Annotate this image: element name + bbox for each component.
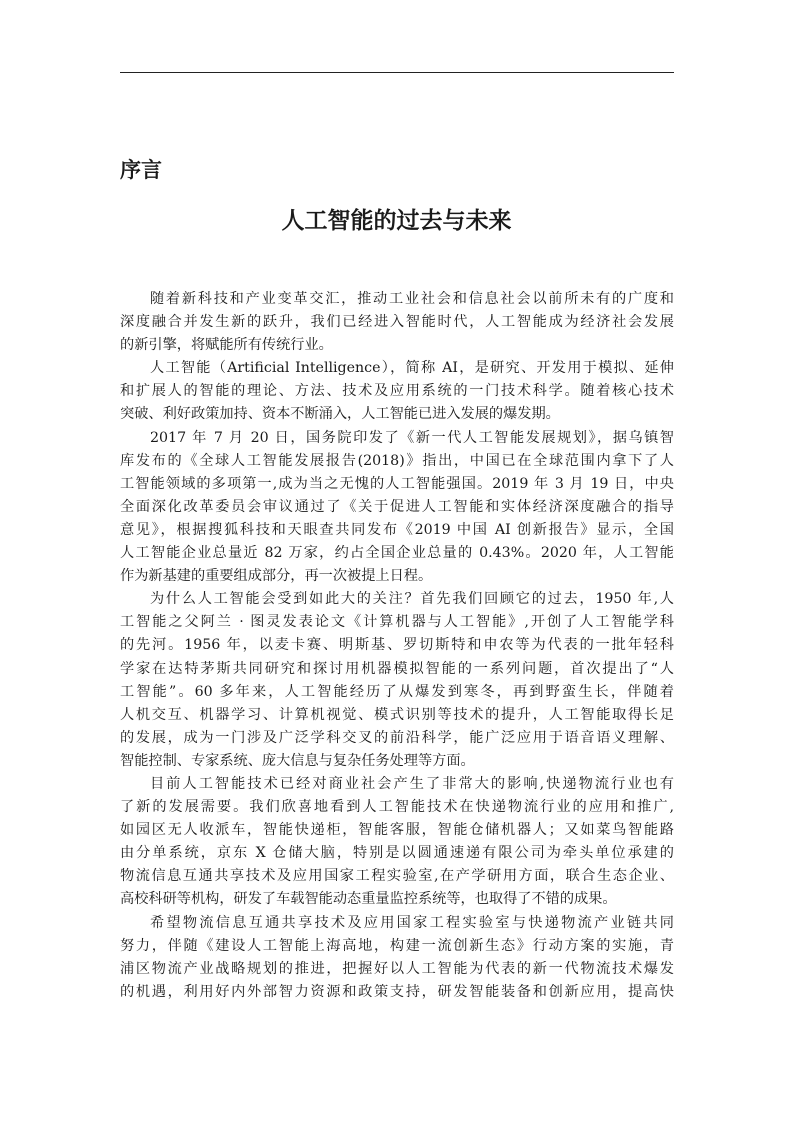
paragraph-line: 的机遇，利用好内外部智力资源和政策支持，研发智能装备和创新应用，提高快 (120, 983, 674, 1000)
body-text (120, 288, 674, 1004)
header-rule (120, 72, 674, 73)
paragraph-line: 目前人工智能技术已经对商业社会产生了非常大的影响,快递物流行业也有 (150, 775, 674, 792)
paragraph-line: 浦区物流产业战略规划的推进，把握好以人工智能为代表的新一代物流技术爆发 (120, 960, 674, 977)
paragraph-line: 工智能之父阿兰 · 图灵发表论文《计算机器与人工智能》,开创了人工智能学科 (120, 614, 674, 631)
paragraph-line: 人工智能企业总量近 82 万家，约占全国企业总量的 0.43%。2020 年，人工智能 (120, 545, 674, 562)
paragraph (120, 357, 674, 426)
paragraph-line: 由分单系统，京东 X 仓储大脑，特别是以圆通速递有限公司为牵头单位承建的 (120, 845, 674, 862)
paragraph-line: 了新的发展需要。我们欣喜地看到人工智能技术在快递物流行业的应用和推广, (120, 799, 674, 816)
paragraph-line: 物流信息互通共享技术及应用国家工程实验室,在产学研用方面，联合生态企业、 (120, 868, 674, 885)
paragraph-line: 人工智能（Artificial Intelligence），简称 AI，是研究、开发用于模拟、延伸 (150, 360, 674, 377)
paragraph-line: 工智能”。60 多年来，人工智能经历了从爆发到寒冬，再到野蛮生长，伴随着 (120, 683, 674, 700)
paragraph-line: 全面深化改革委员会审议通过了《关于促进人工智能和实体经济深度融合的指导 (120, 498, 674, 515)
paragraph-line: 学家在达特茅斯共同研究和探讨用机器模拟智能的一系列问题，首次提出了“人 (120, 660, 674, 677)
paragraph-line: 为什么人工智能会受到如此大的关注？首先我们回顾它的过去，1950 年,人 (150, 591, 674, 608)
paragraph-line: 随着新科技和产业变革交汇，推动工业社会和信息社会以前所未有的广度和 (150, 291, 674, 307)
paragraph-line: 意见》，根据搜狐科技和天眼查共同发布《2019 中国 AI 创新报告》显示，全国 (120, 521, 674, 538)
paragraph-line: 人机交互、机器学习、计算机视觉、模式识别等技术的提升，人工智能取得长足 (120, 706, 674, 723)
paragraph-line: 的发展，成为一门涉及广泛学科交叉的前沿科学，能广泛应用于语音语义理解、 (120, 729, 674, 746)
paragraph (120, 427, 674, 589)
paragraph (120, 773, 674, 912)
paragraph-line: 的先河。1956 年，以麦卡赛、明斯基、罗切斯特和申农等为代表的一批年轻科 (120, 637, 674, 654)
paragraph (120, 588, 674, 773)
paragraph-line: 2017 年 7 月 20 日，国务院印发了《新一代人工智能发展规划》，据乌镇智 (150, 429, 674, 446)
paragraph-line: 和扩展人的智能的理论、方法、技术及应用系统的一门技术科学。随着核心技术 (120, 383, 674, 400)
paragraph-line: 希望物流信息互通共享技术及应用国家工程实验室与快递物流产业链共同 (150, 914, 674, 931)
paragraph-line: 如园区无人收派车，智能快递柜，智能客服，智能仓储机器人；又如菜鸟智能路 (120, 822, 674, 839)
paragraph-line: 智能控制、专家系统、庞大信息与复杂任务处理等方面。 (120, 752, 475, 769)
paragraph-line: 努力，伴随《建设人工智能上海高地，构建一流创新生态》行动方案的实施，青 (120, 937, 674, 954)
paragraph-line: 深度融合并发生新的跃升，我们已经进入智能时代，人工智能成为经济社会发展 (120, 314, 674, 331)
paragraph-line: 工智能领域的多项第一,成为当之无愧的人工智能强国。2019 年 3 月 19 日，中央 (120, 475, 674, 492)
paragraph-line: 作为新基建的重要组成部分，再一次被提上日程。 (120, 568, 433, 585)
paragraph-line: 高校科研等机构，研发了车载智能动态重量监控系统等，也取得了不错的成果。 (120, 891, 617, 908)
paragraph (120, 912, 674, 1004)
page-title: 人工智能的过去与未来 (281, 208, 512, 234)
paragraph (120, 288, 674, 357)
paragraph-line: 突破、利好政策加持、资本不断涌入，人工智能已进入发展的爆发期。 (120, 406, 560, 423)
section-label: 序言 (120, 158, 162, 182)
paragraph-line: 库发布的《全球人工智能发展报告(2018)》指出，中国已在全球范围内拿下了人 (120, 452, 674, 469)
paragraph-line: 的新引擎，将赋能所有传统行业。 (120, 337, 333, 354)
